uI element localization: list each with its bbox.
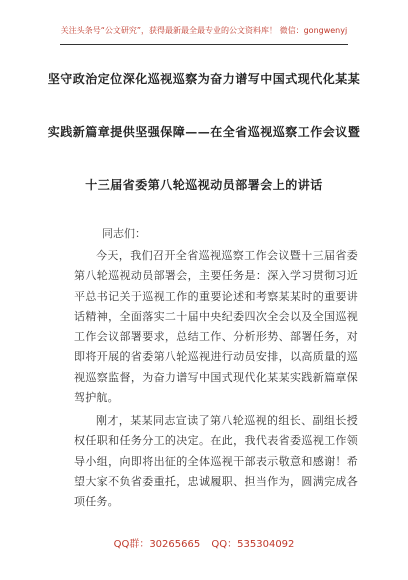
- body-paragraph-2: 刚才，某某同志宣读了第八轮巡视的组长、副组长授权任职和任务分工的决定。在此，我代表省委巡视工作领导小组，向即将出征的全体巡视干部表示敬意和感谢！希望大家不负省委重托，忠诚履职、担当作为，圆满完成各项任务。: [74, 414, 358, 509]
- title-line-3: 十三届省委第八轮巡视动员部署会上的讲话: [85, 178, 323, 192]
- header-divider: [60, 44, 348, 45]
- footer-qq-group: QQ群：30265665: [113, 539, 201, 550]
- title-line-1: 坚守政治定位深化巡视巡察为奋力谱写中国式现代化某某: [47, 72, 361, 86]
- footer-qq-number: QQ：535304092: [211, 539, 295, 550]
- title-line-2: 实践新篇章提供坚强保障——在全省巡视巡察工作会议暨: [47, 125, 361, 139]
- header-banner: 关注头条号“公文研究”，获得最新最全最专业的公文资料库！ 微信：gongwenyj: [60, 26, 348, 35]
- footer-contact: [0, 535, 408, 550]
- salutation: 同志们：: [102, 227, 146, 240]
- body-paragraph-1: 今天，我们召开全省巡视巡察工作会议暨十三届省委第八轮巡视动员部署会，主要任务是：深入学习贯彻习近平总书记关于巡视工作的重要论述和考察某某时的重要讲话精神，全面落实二十届中央纪委四次全会以及全国巡视工作会议部署要求，总结工作、分析形势、部署任务，对即将开展的省委第八轮巡视进行动员安排，以高质量的巡视巡察监督，为奋力谱写中国式现代化某某实践新篇章保驾护航。: [74, 249, 358, 405]
